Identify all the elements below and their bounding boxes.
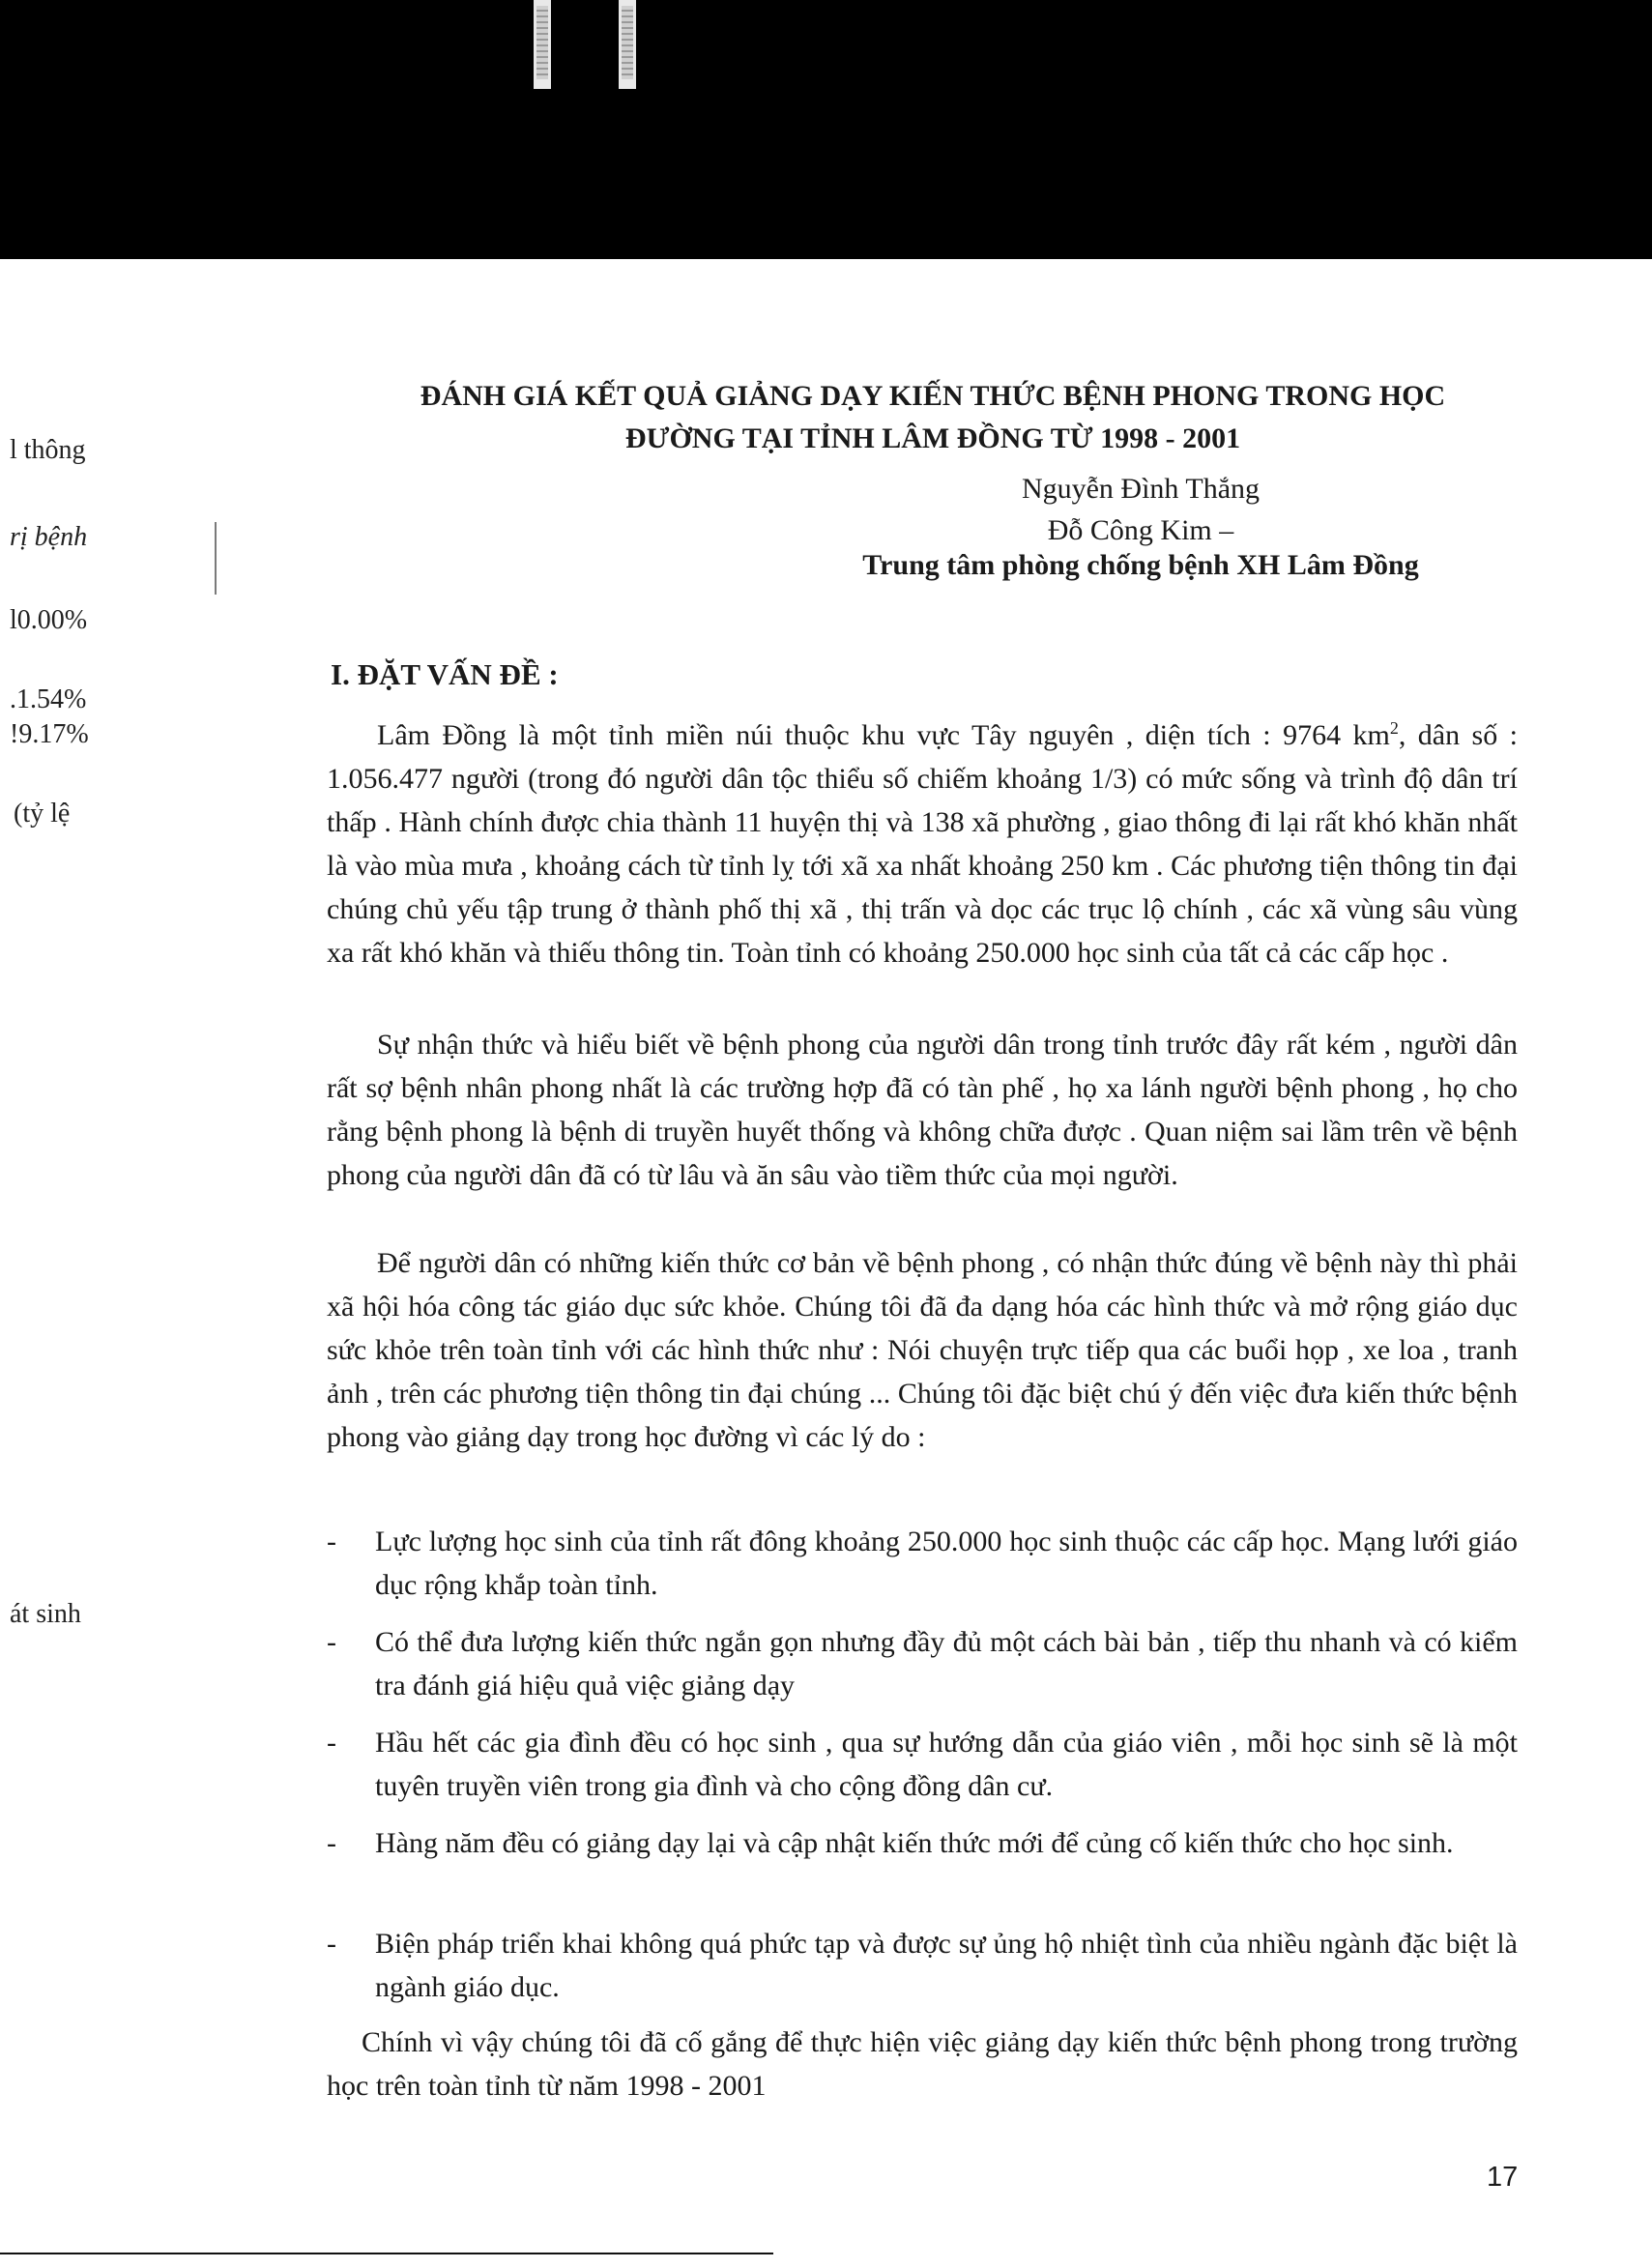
bullet-text: Hàng năm đều có giảng dạy lại và cập nhật kiến thức mới để củng cố kiến thức cho học sinh. [375, 1827, 1454, 1859]
margin-fragment: rị bệnh [10, 522, 88, 552]
article-title [319, 375, 1547, 460]
margin-fragment: (tỷ lệ [14, 799, 71, 829]
body-paragraph: Sự nhận thức và hiểu biết về bệnh phong của người dân trong tỉnh trước đây rất kém , người dân rất sợ bệnh nhân phong nhất là các trường hợp đã có tàn phế , họ xa lánh người bệnh phong , họ cho rằng bệnh phong là bệnh di truyền huyết thống và không chữa được . Quan niệm sai lầm trên về bệnh phong của người dân đã có từ lâu và ăn sâu vào tiềm thức của mọi người. [327, 1029, 1518, 1191]
section-heading: I. ĐẶT VẤN ĐỀ : [331, 657, 559, 691]
bullet-text: Lực lượng học sinh của tỉnh rất đông khoảng 250.000 học sinh thuộc các cấp học. Mạng lưới giáo dục rộng khắp toàn tỉnh. [375, 1526, 1518, 1601]
organization: Trung tâm phòng chống bệnh XH Lâm Đồng [862, 549, 1419, 581]
bullet-item [327, 1721, 1518, 1808]
bullet-item [327, 1821, 1518, 1865]
bullet-dash: - [327, 1526, 336, 1557]
bullet-text: Biện pháp triển khai không quá phức tạp và được sự ủng hộ nhiệt tình của nhiều ngành đặc biệt là ngành giáo dục. [375, 1928, 1518, 2003]
bullet-text: Có thể đưa lượng kiến thức ngắn gọn nhưng đầy đủ một cách bài bản , tiếp thu nhanh và có kiểm tra đánh giá hiệu quả việc giảng dạy [375, 1626, 1518, 1701]
intro-text-rest: , dân số : 1.056.477 người (trong đó người dân tộc thiểu số chiếm khoảng 1/3) có mức sống và trình độ dân trí thấp . Hành chính được chia thành 11 huyện thị và 138 xã phường , giao thông đi lại rất khó khăn nhất là vào mùa mưa , khoảng cách từ tỉnh lỵ tới xã xa nhất khoảng 250 km . Các phương tiện thông tin đại chúng chủ yếu tập trung ở thành phố thị xã , thị trấn và dọc các trục lộ chính , các xã vùng sâu vùng xa rất khó khăn và thiếu thông tin. Toàn tỉnh có khoảng 250.000 học sinh của tất cả các cấp học . [327, 719, 1518, 969]
bullet-text: Hầu hết các gia đình đều có học sinh , qua sự hướng dẫn của giáo viên , mỗi học sinh sẽ là một tuyên truyền viên trong gia đình và cho cộng đồng dân cư. [375, 1727, 1518, 1802]
superscript: 2 [1389, 718, 1399, 738]
margin-fragment: .1.54% [10, 684, 87, 714]
scan-notch-left [534, 0, 551, 89]
scan-top-band [0, 0, 1652, 259]
bottom-rule [0, 2253, 773, 2254]
margin-fragment: át sinh [10, 1599, 81, 1629]
body-paragraph: Để người dân có những kiến thức cơ bản về bệnh phong , có nhận thức đúng về bệnh này thì phải xã hội hóa công tác giáo dục sức khỏe. Chúng tôi đã đa dạng hóa các hình thức và mở rộng giáo dục sức khỏe trên toàn tỉnh với các hình thức như : Nói chuyện trực tiếp qua các buổi họp , xe loa , tranh ảnh , trên các phương tiện thông tin đại chúng ... Chúng tôi đặc biệt chú ý đến việc đưa kiến thức bệnh phong vào giảng dạy trong học đường vì các lý do : [327, 1247, 1518, 1453]
title-line-1: ĐÁNH GIÁ KẾT QUẢ GIẢNG DẠY KIẾN THỨC BỆNH PHONG TRONG HỌC [420, 380, 1446, 412]
author-name: Đỗ Công Kim – [1047, 514, 1234, 546]
margin-fragment: !9.17% [10, 719, 89, 749]
bullet-dash: - [327, 1928, 336, 1960]
margin-fragment: l thông [10, 435, 86, 465]
title-line-2: ĐƯỜNG TẠI TỈNH LÂM ĐỒNG TỪ 1998 - 2001 [624, 422, 1241, 454]
closing-paragraph: Chính vì vậy chúng tôi đã cố gắng để thực hiện việc giảng dạy kiến thức bệnh phong trong trường học trên toàn tỉnh từ năm 1998 - 2001 [327, 2026, 1518, 2102]
bullet-item [327, 1520, 1518, 1607]
author-list [967, 468, 1315, 551]
author-name: Nguyễn Đình Thắng [1021, 473, 1261, 505]
margin-rule [215, 522, 217, 595]
scan-notch-right [619, 0, 636, 89]
page-number: 17 [1487, 2162, 1519, 2193]
bullet-dash: - [327, 1827, 336, 1859]
bullet-item [327, 1620, 1518, 1707]
intro-paragraph [327, 713, 1518, 974]
intro-text-start: Lâm Đồng là một tỉnh miền núi thuộc khu vực Tây nguyên , diện tích : 9764 km [377, 719, 1390, 751]
bullet-item [327, 1922, 1518, 2009]
bullet-dash: - [327, 1626, 336, 1658]
margin-fragment: l0.00% [10, 605, 88, 635]
bullet-dash: - [327, 1727, 336, 1759]
